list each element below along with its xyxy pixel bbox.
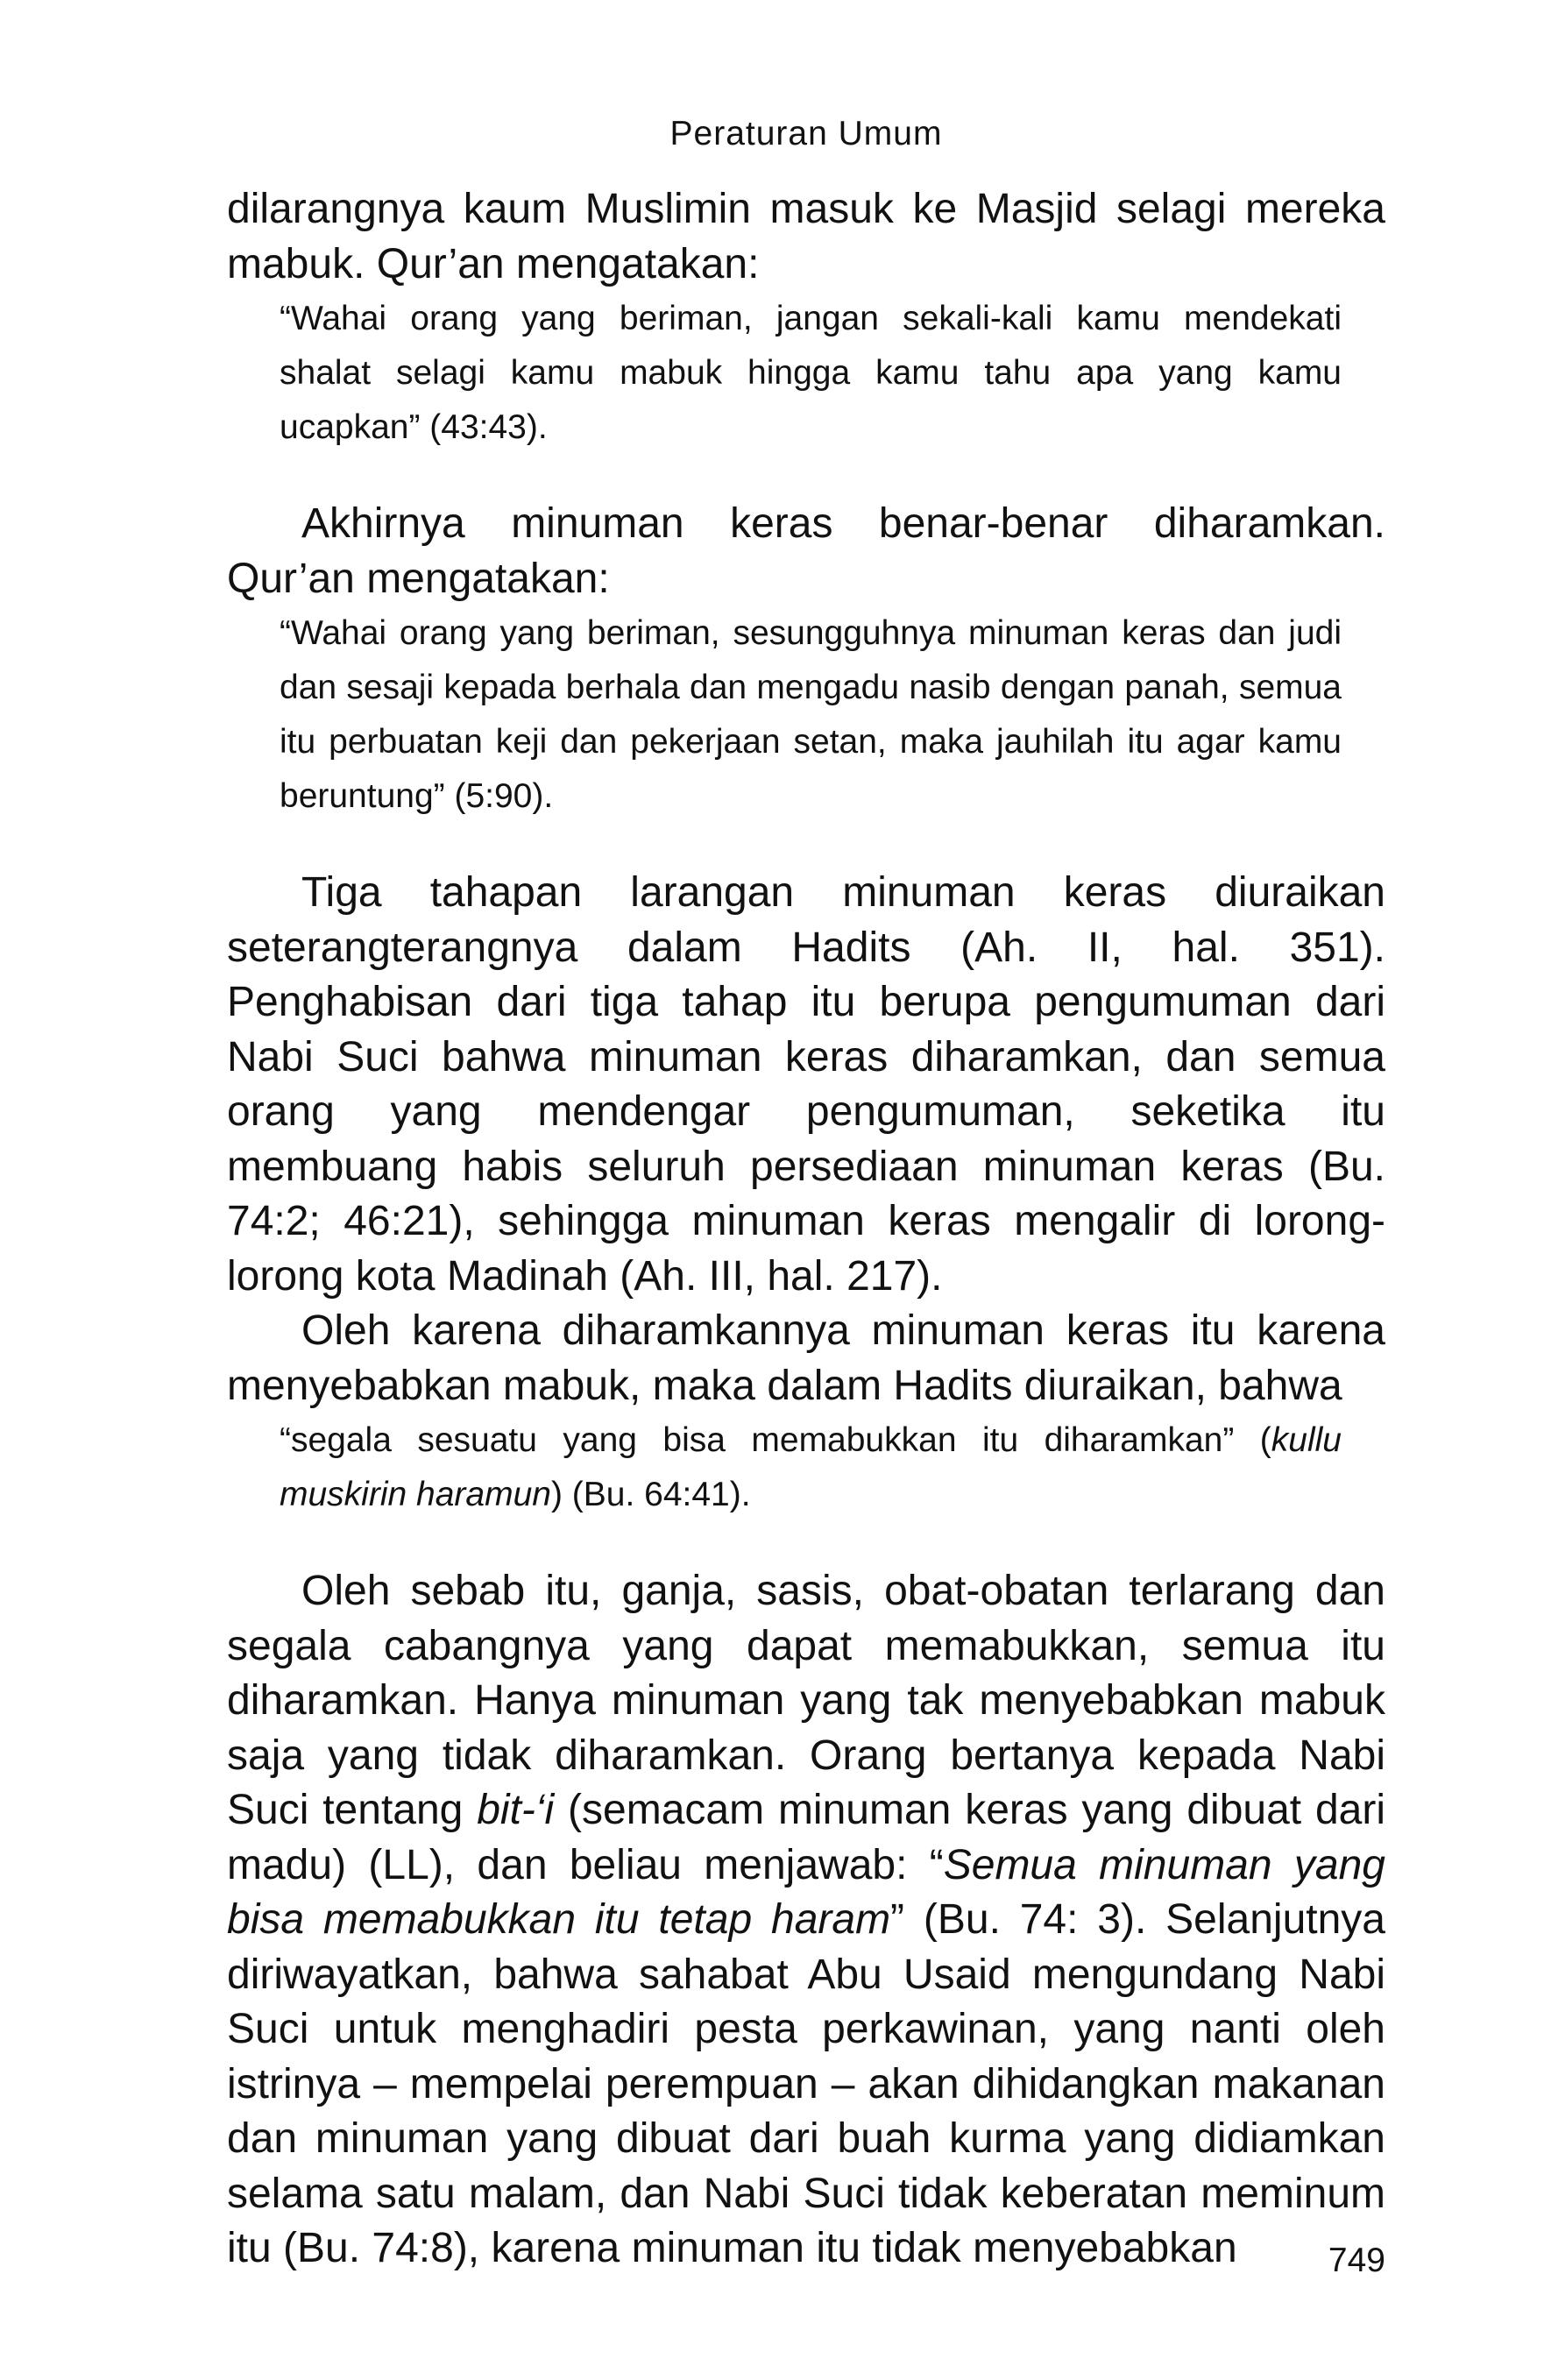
page-number: 749 bbox=[1328, 2242, 1385, 2279]
paragraph-intoxicants bbox=[227, 1564, 1385, 2277]
paragraph-continuation: dilarangnya kaum Muslimin masuk ke Masjid selagi mereka mabuk. Qur’an mengatakan: bbox=[227, 186, 1385, 287]
term-bit-i: bit-‘i bbox=[477, 1787, 555, 1833]
paragraph-three-stages: Tiga tahapan larangan minuman keras diuraikan seterangterangnya dalam Hadits (Ah. II, hal. 351). Penghabisan dari tiga tahap itu berupa pengumuman dari Nabi Suci bahwa minuman keras diharamkan, dan semua orang yang mendengar pengumuman, seketika itu membuang habis seluruh persediaan minuman keras (Bu. 74:2; 46:21), sehingga minuman keras mengalir di lorong-lorong kota Madinah (Ah. III, hal. 217). bbox=[227, 869, 1385, 1300]
text-part-1: Oleh sebab itu, ganja, sasis, obat-obatan terlarang dan segala cabangnya yang dapat memabukkan, semua itu diharamkan. Hanya minuman yang tak menyebabkan mabuk saja yang tidak diharamkan. Orang bertanya kepada Nabi Suci tentang bbox=[227, 1568, 1385, 1833]
quran-quote-5-90: “Wahai orang yang beriman, sesungguhnya minuman keras dan judi dan sesaji kepada berhala dan mengadu nasib dengan panah, semua itu perbuatan keji dan pekerjaan setan, maka jauhilah itu agar kamu beruntung” (5:90). bbox=[280, 614, 1342, 815]
hadith-quote-bu-64-41 bbox=[227, 1413, 1385, 1522]
arabic-phrase: kullu muskirin haramun bbox=[280, 1421, 1342, 1513]
text-part-2: (semacam minuman keras yang dibuat dari madu) (LL), dan beliau menjawab: “ bbox=[227, 1787, 1385, 1888]
quote-reference: ) (Bu. 64:41). bbox=[550, 1476, 751, 1513]
paragraph-prohibition: Akhirnya minuman keras benar-benar diharamkan. Qur’an mengatakan: bbox=[227, 500, 1385, 602]
page-body bbox=[227, 182, 1385, 2277]
quote-text: “segala sesuatu yang bisa memabukkan itu diharamkan” ( bbox=[280, 1421, 1271, 1459]
prophet-answer: Semua minuman yang bisa memabukkan itu tetap haram bbox=[227, 1841, 1385, 1943]
quran-quote-43-43: “Wahai orang yang beriman, jangan sekali-kali kamu mendekati shalat selagi kamu mabuk hingga kamu tahu apa yang kamu ucapkan” (43:43). bbox=[280, 300, 1342, 446]
running-header: Peraturan Umum bbox=[669, 115, 943, 152]
paragraph-hadith-intro: Oleh karena diharamkannya minuman keras itu karena menyebabkan mabuk, maka dalam Hadits diuraikan, bahwa bbox=[227, 1307, 1385, 1409]
text-part-3: ” (Bu. 74: 3). Selanjutnya diriwayatkan, bahwa sahabat Abu Usaid mengundang Nabi Suci untuk menghadiri pesta perkawinan, yang nanti oleh istrinya – mempelai perempuan – akan dihidangkan makanan dan minuman yang dibuat dari buah kurma yang didiamkan selama satu malam, dan Nabi Suci tidak keberatan meminum itu (Bu. 74:8), karena minuman itu tidak menyebabkan bbox=[227, 1896, 1385, 2271]
